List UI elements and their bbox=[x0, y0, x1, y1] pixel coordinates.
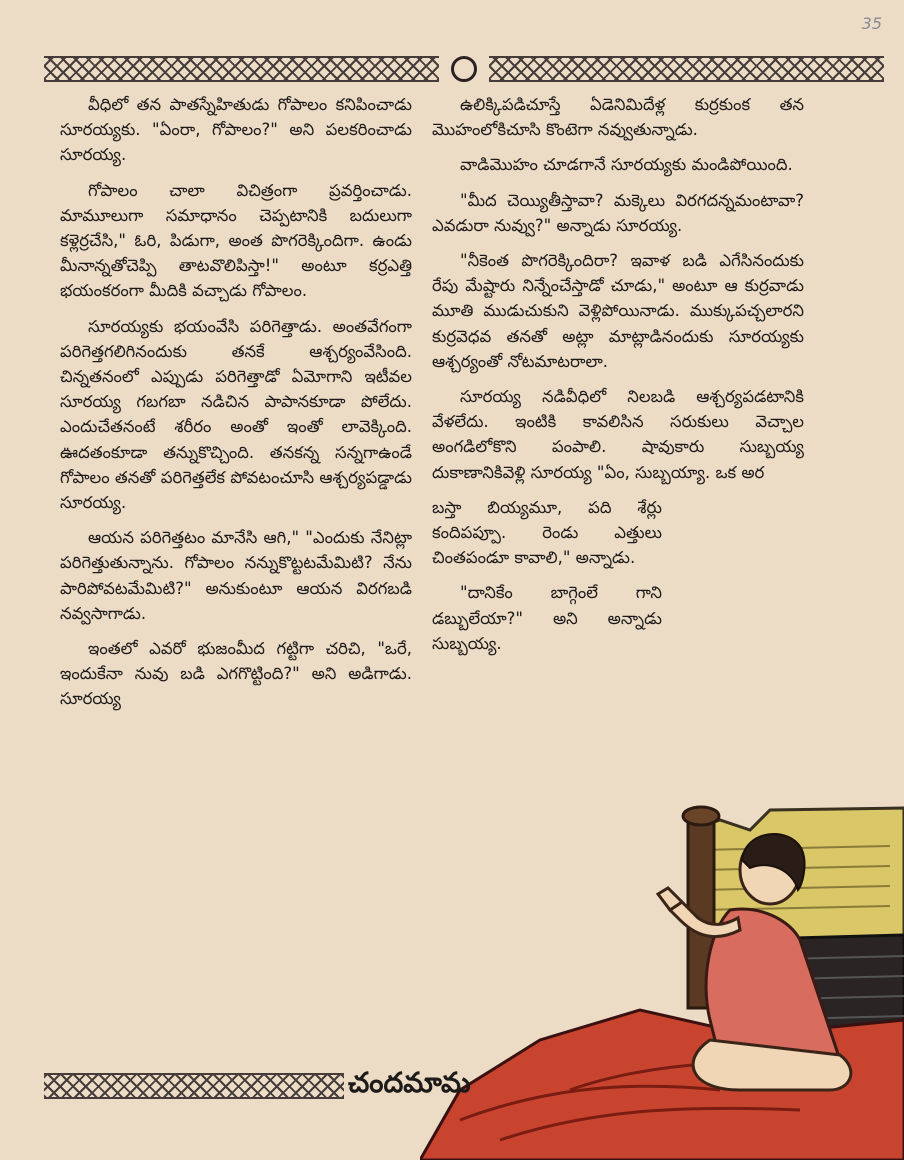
footer-ornament bbox=[44, 1068, 484, 1104]
ornament-pattern-left bbox=[44, 56, 439, 82]
paragraph: వాడిమొహం చూడగానే సూరయ్యకు మండిపోయింది. bbox=[460, 155, 793, 175]
paragraph: "దానికేం బాగ్గెంలే గాని డబ్బులేయా?" అని అన్నాడు సుబ్బయ్య. bbox=[432, 583, 662, 653]
ornament-pattern-right bbox=[489, 56, 884, 82]
paragraph: "నీకెంత పొగరెక్కిందిరా? ఇవాళ బడి ఎగేసినందుకు రేపు మేష్టారు నిన్నేంచేస్తాడో చూడు," అంటూ ఆ కుర్రవాడు మూతి ముడుచుకుని వెళ్లిపోయినాడు. ముక్కుపచ్చలారని కుర్రవెధవ తనతో అట్లా మాట్లాడినందుకు సూరయ్యకు ఆశ్చర్యంతో నోటమాటరాలా. bbox=[432, 251, 804, 371]
paragraph: ఆయన పరిగెత్తటం మానేసి ఆగి," "ఎందుకు నేనిట్లా పరిగెత్తుతున్నాను. గోపాలం నన్నుకొట్టటమేమిటి? నేను పారిపోవటమేమిటి?" అనుకుంటూ ఆయన విరగబడి నవ్వసాగాడు. bbox=[60, 528, 412, 623]
ornament-circle-icon bbox=[451, 56, 477, 82]
right-text-column bbox=[432, 92, 804, 666]
paragraph: బస్తా బియ్యమూ, పది శేర్లు కందిపప్పూ. రెండు ఎత్తులు చింతపండూ కావాలి," అన్నాడు. bbox=[432, 497, 662, 568]
paragraph: "మీద చెయ్యితీస్తావా? మక్కెలు విరగదన్నమంటావా? ఎవడురా నువ్వు?" అన్నాడు సూరయ్య. bbox=[432, 190, 804, 235]
paragraph: సూరయ్య నడివీధిలో నిలబడి ఆశ్చర్యపడటానికి వేళలేదు. ఇంటికి కావలిసిన సరుకులు వెచ్చాల అంగడిలోకొని పంపాలి. షావుకారు సుబ్బయ్య దుకాణానికివెళ్లి సూరయ్య "ఏం, సుబ్బయ్యా. ఒక అర bbox=[432, 387, 804, 482]
narrow-text-block bbox=[432, 495, 662, 656]
paragraph: వీధిలో తన పాతస్నేహితుడు గోపాలం కనిపించాడు సూరయ్యకు. "ఏంరా, గోపాలం?" అని పలకరించాడు సూరయ్య. bbox=[60, 95, 412, 165]
paragraph: ఇంతలో ఎవరో భుజంమీద గట్టిగా చరిచి, "ఒరే, ఇందుకేనా నువు బడి ఎగగొట్టింది?" అని అడిగాడు. సూరయ్య bbox=[60, 639, 412, 709]
header-ornament-border bbox=[44, 52, 884, 86]
left-text-column bbox=[60, 92, 412, 722]
magazine-title: చందమామ bbox=[348, 1066, 471, 1099]
paragraph: ఉలిక్కిపడిచూస్తే ఏడెనిమిదేళ్ల కుర్రకుంక తన మొహంలోకిచూసి కొంటెగా నవ్వుతున్నాడు. bbox=[432, 95, 804, 140]
footer-ornament-pattern bbox=[44, 1073, 344, 1099]
paragraph: సూరయ్యకు భయంవేసి పరిగెత్తాడు. అంతవేగంగా పరిగెత్తగలిగినందుకు తనకే ఆశ్చర్యంవేసింది. చిన్నతనంలో ఎప్పుడు పరిగెత్తాడో ఏమోగాని ఇటీవల సూరయ్య గబగబా నడిచిన పాపానకూడా పోలేదు. ఎందుచేతనంటే శరీరం అంతో ఇంతో లావెక్కింది. ఊదతంకూడా తన్నుకొచ్చింది. తనకన్న సన్నగాఉండే గోపాలం తనతో పరిగెత్తలేక పోవటంచూసి ఆశ్చర్యపడ్డాడు సూరయ్య. bbox=[60, 316, 412, 513]
page-number: 35 bbox=[861, 14, 882, 33]
paragraph: గోపాలం చాలా విచిత్రంగా ప్రవర్తించాడు. మామూలుగా సమాధానం చెప్పటానికి బదులుగా కళ్లెర్రచేసి," ఓరి, పిడుగా, అంత పొగరెక్కిందిగా. ఉండు మీనాన్నతోచెప్పి తాటవొలిపిస్తా!" అంటూ కర్రఎత్తి భయంకరంగా మీదికి వచ్చాడు గోపాలం. bbox=[60, 180, 412, 301]
boy-praying-illustration bbox=[420, 790, 904, 1160]
